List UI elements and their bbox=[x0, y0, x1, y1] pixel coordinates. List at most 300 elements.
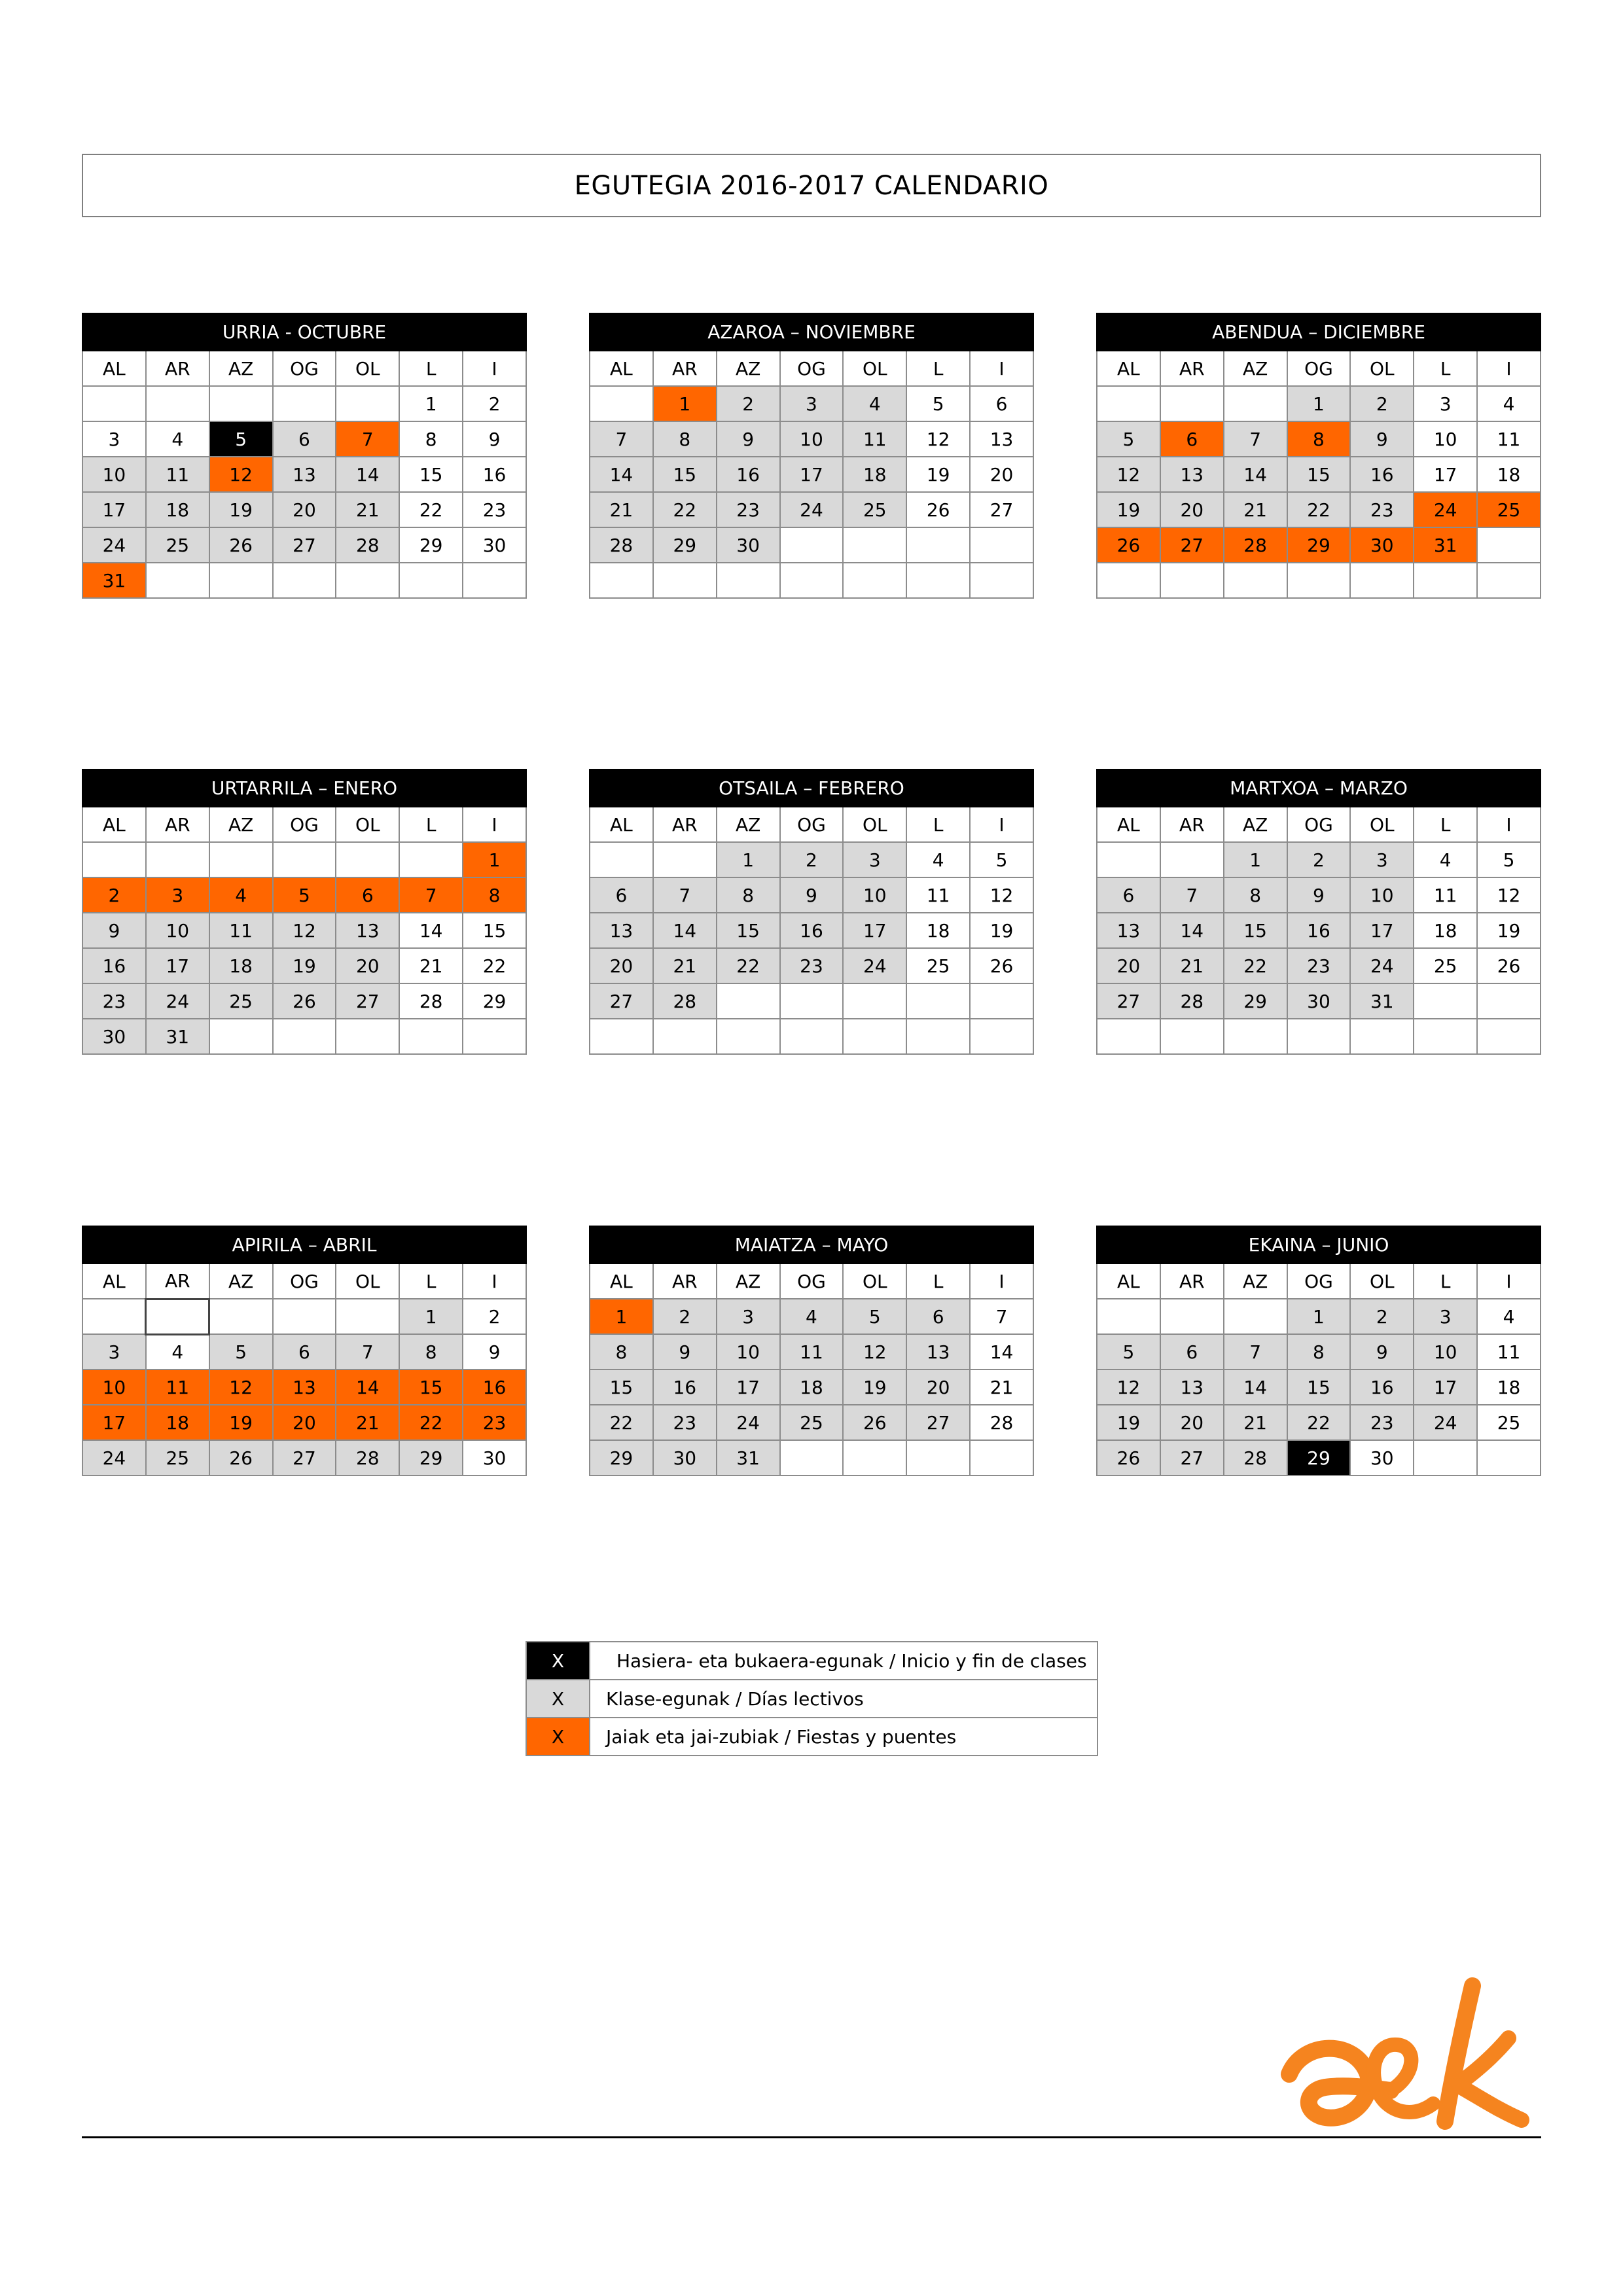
day-cell bbox=[1160, 1019, 1224, 1054]
weekday-header: L bbox=[1414, 1263, 1477, 1299]
day-cell: 24 bbox=[1414, 1405, 1477, 1440]
week-row bbox=[82, 492, 526, 527]
footer-rule bbox=[82, 2136, 1541, 2138]
day-cell: 16 bbox=[1350, 457, 1414, 492]
day-cell: 12 bbox=[209, 457, 273, 492]
day-cell bbox=[273, 1019, 336, 1054]
day-cell: 8 bbox=[399, 421, 463, 457]
day-cell: 7 bbox=[1224, 1334, 1287, 1369]
day-cell bbox=[1224, 1299, 1287, 1334]
day-cell: 5 bbox=[273, 877, 336, 913]
day-cell bbox=[273, 386, 336, 421]
day-cell: 9 bbox=[82, 913, 146, 948]
day-cell: 28 bbox=[336, 527, 399, 563]
day-cell bbox=[590, 386, 653, 421]
day-cell: 13 bbox=[906, 1334, 970, 1369]
week-row bbox=[82, 1369, 526, 1405]
week-row bbox=[1097, 1369, 1541, 1405]
day-cell: 25 bbox=[1477, 492, 1541, 527]
weekday-header: L bbox=[399, 807, 463, 842]
day-cell: 5 bbox=[906, 386, 970, 421]
day-cell: 2 bbox=[463, 386, 526, 421]
day-cell: 15 bbox=[653, 457, 717, 492]
day-cell: 22 bbox=[399, 492, 463, 527]
day-cell: 15 bbox=[399, 1369, 463, 1405]
week-row bbox=[590, 527, 1033, 563]
day-cell: 14 bbox=[970, 1334, 1033, 1369]
weekday-header: AZ bbox=[209, 1263, 273, 1299]
day-cell: 26 bbox=[209, 1440, 273, 1475]
week-row bbox=[590, 913, 1033, 948]
day-cell: 28 bbox=[399, 983, 463, 1019]
day-cell: 28 bbox=[1160, 983, 1224, 1019]
day-cell bbox=[1160, 842, 1224, 877]
week-row bbox=[1097, 1334, 1541, 1369]
day-cell: 3 bbox=[82, 1334, 146, 1369]
day-cell: 15 bbox=[1224, 913, 1287, 948]
day-cell: 6 bbox=[273, 421, 336, 457]
day-cell: 11 bbox=[1477, 1334, 1541, 1369]
day-cell: 14 bbox=[653, 913, 717, 948]
day-cell: 4 bbox=[146, 1334, 209, 1369]
day-cell bbox=[1097, 1019, 1160, 1054]
day-cell: 16 bbox=[1287, 913, 1351, 948]
day-cell: 8 bbox=[1224, 877, 1287, 913]
day-cell: 30 bbox=[1350, 1440, 1414, 1475]
weekday-header: OG bbox=[1287, 1263, 1351, 1299]
day-cell: 5 bbox=[843, 1299, 906, 1334]
day-cell: 8 bbox=[399, 1334, 463, 1369]
day-cell bbox=[653, 563, 717, 598]
week-row bbox=[590, 492, 1033, 527]
day-cell: 1 bbox=[399, 386, 463, 421]
day-cell: 29 bbox=[399, 527, 463, 563]
day-cell bbox=[1224, 386, 1287, 421]
day-cell: 21 bbox=[399, 948, 463, 983]
week-row bbox=[590, 1440, 1033, 1475]
day-cell bbox=[273, 842, 336, 877]
day-cell: 29 bbox=[1224, 983, 1287, 1019]
day-cell: 30 bbox=[1287, 983, 1351, 1019]
day-cell: 16 bbox=[780, 913, 844, 948]
day-cell: 25 bbox=[146, 527, 209, 563]
week-row bbox=[82, 563, 526, 598]
day-cell bbox=[463, 563, 526, 598]
day-cell: 16 bbox=[717, 457, 780, 492]
week-row bbox=[590, 1299, 1033, 1334]
day-cell: 7 bbox=[336, 421, 399, 457]
day-cell: 3 bbox=[1414, 1299, 1477, 1334]
day-cell: 22 bbox=[1287, 492, 1351, 527]
day-cell: 21 bbox=[1160, 948, 1224, 983]
day-cell: 4 bbox=[843, 386, 906, 421]
day-cell bbox=[1160, 1299, 1224, 1334]
day-cell: 15 bbox=[463, 913, 526, 948]
day-cell: 17 bbox=[780, 457, 844, 492]
day-cell bbox=[399, 842, 463, 877]
legend-label: Jaiak eta jai-zubiak / Fiestas y puentes bbox=[590, 1718, 1097, 1756]
day-cell: 14 bbox=[1160, 913, 1224, 948]
day-cell bbox=[336, 842, 399, 877]
day-cell: 10 bbox=[82, 457, 146, 492]
day-cell bbox=[1224, 563, 1287, 598]
weekday-header: OG bbox=[1287, 351, 1351, 386]
day-cell: 19 bbox=[1097, 492, 1160, 527]
day-cell: 17 bbox=[82, 492, 146, 527]
weekday-header: OL bbox=[843, 351, 906, 386]
day-cell bbox=[780, 527, 844, 563]
day-cell: 18 bbox=[1477, 457, 1541, 492]
day-cell: 12 bbox=[209, 1369, 273, 1405]
weekday-header: I bbox=[1477, 807, 1541, 842]
day-cell: 24 bbox=[1414, 492, 1477, 527]
day-cell: 28 bbox=[1224, 527, 1287, 563]
day-cell bbox=[717, 1019, 780, 1054]
day-cell: 7 bbox=[1224, 421, 1287, 457]
day-cell bbox=[590, 1019, 653, 1054]
day-cell bbox=[1097, 1299, 1160, 1334]
month-title: URRIA - OCTUBRE bbox=[82, 313, 526, 351]
day-cell: 1 bbox=[463, 842, 526, 877]
day-cell bbox=[780, 1440, 844, 1475]
week-row bbox=[590, 563, 1033, 598]
day-cell: 12 bbox=[906, 421, 970, 457]
week-row bbox=[590, 457, 1033, 492]
day-cell: 29 bbox=[1287, 527, 1351, 563]
day-cell: 17 bbox=[1414, 457, 1477, 492]
day-cell: 30 bbox=[653, 1440, 717, 1475]
day-cell bbox=[843, 563, 906, 598]
day-cell: 8 bbox=[590, 1334, 653, 1369]
day-cell: 8 bbox=[717, 877, 780, 913]
weekday-header: AR bbox=[653, 807, 717, 842]
week-row bbox=[1097, 563, 1541, 598]
weekday-header: OG bbox=[780, 1263, 844, 1299]
day-cell bbox=[906, 563, 970, 598]
day-cell: 14 bbox=[336, 1369, 399, 1405]
day-cell: 10 bbox=[1350, 877, 1414, 913]
day-cell: 18 bbox=[906, 913, 970, 948]
day-cell: 18 bbox=[843, 457, 906, 492]
weekday-header: OG bbox=[1287, 807, 1351, 842]
legend-swatch: X bbox=[526, 1718, 590, 1756]
day-cell bbox=[1350, 563, 1414, 598]
day-cell: 30 bbox=[463, 527, 526, 563]
day-cell: 20 bbox=[1160, 492, 1224, 527]
weekday-header: AR bbox=[146, 1263, 209, 1299]
weekday-header: AZ bbox=[209, 807, 273, 842]
day-cell bbox=[843, 983, 906, 1019]
week-row bbox=[590, 386, 1033, 421]
day-cell: 7 bbox=[653, 877, 717, 913]
day-cell: 5 bbox=[209, 1334, 273, 1369]
weekday-header: AZ bbox=[209, 351, 273, 386]
day-cell bbox=[82, 842, 146, 877]
day-cell: 27 bbox=[970, 492, 1033, 527]
day-cell: 27 bbox=[336, 983, 399, 1019]
weekday-header: AR bbox=[146, 351, 209, 386]
day-cell bbox=[970, 1019, 1033, 1054]
day-cell: 29 bbox=[653, 527, 717, 563]
day-cell: 11 bbox=[906, 877, 970, 913]
day-cell: 6 bbox=[273, 1334, 336, 1369]
aek-logo bbox=[1276, 1976, 1538, 2133]
day-cell: 15 bbox=[590, 1369, 653, 1405]
weekday-header: AR bbox=[146, 807, 209, 842]
day-cell: 25 bbox=[780, 1405, 844, 1440]
day-cell bbox=[209, 842, 273, 877]
day-cell: 29 bbox=[590, 1440, 653, 1475]
day-cell bbox=[780, 563, 844, 598]
day-cell: 7 bbox=[399, 877, 463, 913]
day-cell: 6 bbox=[336, 877, 399, 913]
day-cell: 13 bbox=[590, 913, 653, 948]
day-cell: 11 bbox=[146, 1369, 209, 1405]
month-table bbox=[1096, 313, 1541, 599]
month-table bbox=[82, 1226, 527, 1476]
day-cell: 4 bbox=[1477, 1299, 1541, 1334]
day-cell bbox=[1097, 563, 1160, 598]
day-cell: 23 bbox=[463, 492, 526, 527]
week-row bbox=[82, 1299, 526, 1334]
legend bbox=[526, 1641, 1098, 1756]
day-cell: 2 bbox=[1350, 386, 1414, 421]
day-cell: 8 bbox=[1287, 1334, 1351, 1369]
day-cell: 5 bbox=[970, 842, 1033, 877]
day-cell bbox=[906, 1019, 970, 1054]
day-cell: 24 bbox=[780, 492, 844, 527]
day-cell: 20 bbox=[336, 948, 399, 983]
day-cell: 31 bbox=[1414, 527, 1477, 563]
day-cell: 28 bbox=[336, 1440, 399, 1475]
week-row bbox=[590, 1019, 1033, 1054]
day-cell: 20 bbox=[1097, 948, 1160, 983]
weekday-header: OG bbox=[273, 351, 336, 386]
day-cell: 25 bbox=[209, 983, 273, 1019]
day-cell bbox=[970, 563, 1033, 598]
weekday-header: I bbox=[463, 807, 526, 842]
day-cell: 18 bbox=[146, 1405, 209, 1440]
day-cell: 27 bbox=[273, 527, 336, 563]
day-cell: 2 bbox=[717, 386, 780, 421]
day-cell: 24 bbox=[146, 983, 209, 1019]
day-cell bbox=[780, 1019, 844, 1054]
weekday-header: OL bbox=[336, 1263, 399, 1299]
day-cell bbox=[273, 563, 336, 598]
day-cell: 26 bbox=[1477, 948, 1541, 983]
weekday-header: AL bbox=[1097, 807, 1160, 842]
day-cell bbox=[336, 1299, 399, 1334]
day-cell: 3 bbox=[146, 877, 209, 913]
day-cell: 20 bbox=[273, 492, 336, 527]
day-cell: 13 bbox=[1097, 913, 1160, 948]
day-cell: 14 bbox=[1224, 1369, 1287, 1405]
weekday-header: AR bbox=[653, 351, 717, 386]
week-row bbox=[1097, 913, 1541, 948]
legend-label: Klase-egunak / Días lectivos bbox=[590, 1680, 1097, 1718]
weekday-header: AR bbox=[1160, 351, 1224, 386]
day-cell bbox=[1097, 842, 1160, 877]
weekday-header: AL bbox=[82, 807, 146, 842]
day-cell: 17 bbox=[1350, 913, 1414, 948]
week-row bbox=[82, 457, 526, 492]
day-cell bbox=[1350, 1019, 1414, 1054]
week-row bbox=[1097, 877, 1541, 913]
day-cell: 25 bbox=[906, 948, 970, 983]
day-cell: 2 bbox=[463, 1299, 526, 1334]
month-title: MAIATZA – MAYO bbox=[590, 1226, 1033, 1263]
day-cell: 27 bbox=[273, 1440, 336, 1475]
day-cell: 13 bbox=[273, 1369, 336, 1405]
weekday-header: AR bbox=[1160, 807, 1224, 842]
day-cell bbox=[146, 563, 209, 598]
week-row bbox=[590, 983, 1033, 1019]
weekday-header: AL bbox=[590, 351, 653, 386]
day-cell: 1 bbox=[653, 386, 717, 421]
day-cell: 19 bbox=[209, 492, 273, 527]
week-row bbox=[590, 421, 1033, 457]
day-cell: 9 bbox=[1350, 1334, 1414, 1369]
day-cell: 8 bbox=[653, 421, 717, 457]
weekday-header: OG bbox=[273, 1263, 336, 1299]
day-cell: 15 bbox=[717, 913, 780, 948]
day-cell: 13 bbox=[1160, 457, 1224, 492]
day-cell: 14 bbox=[590, 457, 653, 492]
day-cell: 17 bbox=[82, 1405, 146, 1440]
day-cell bbox=[1477, 1019, 1541, 1054]
legend-row bbox=[526, 1718, 1097, 1756]
day-cell: 4 bbox=[146, 421, 209, 457]
day-cell: 4 bbox=[209, 877, 273, 913]
day-cell: 1 bbox=[1224, 842, 1287, 877]
day-cell bbox=[1287, 563, 1351, 598]
day-cell: 2 bbox=[1287, 842, 1351, 877]
weekday-header: AL bbox=[82, 351, 146, 386]
day-cell: 22 bbox=[399, 1405, 463, 1440]
week-row bbox=[82, 948, 526, 983]
day-cell: 11 bbox=[146, 457, 209, 492]
day-cell: 4 bbox=[1414, 842, 1477, 877]
day-cell: 23 bbox=[1350, 492, 1414, 527]
weekday-header: L bbox=[906, 807, 970, 842]
day-cell: 19 bbox=[970, 913, 1033, 948]
weekday-header: I bbox=[463, 1263, 526, 1299]
day-cell: 3 bbox=[780, 386, 844, 421]
day-cell: 18 bbox=[146, 492, 209, 527]
weekday-header: L bbox=[399, 351, 463, 386]
day-cell: 30 bbox=[463, 1440, 526, 1475]
day-cell: 31 bbox=[146, 1019, 209, 1054]
day-cell: 25 bbox=[1414, 948, 1477, 983]
day-cell: 20 bbox=[906, 1369, 970, 1405]
day-cell bbox=[1477, 527, 1541, 563]
month-title: OTSAILA – FEBRERO bbox=[590, 769, 1033, 807]
day-cell: 9 bbox=[1287, 877, 1351, 913]
month-title: URTARRILA – ENERO bbox=[82, 769, 526, 807]
day-cell: 5 bbox=[1477, 842, 1541, 877]
day-cell: 26 bbox=[273, 983, 336, 1019]
week-row bbox=[82, 1334, 526, 1369]
day-cell bbox=[463, 1019, 526, 1054]
day-cell: 21 bbox=[653, 948, 717, 983]
day-cell: 11 bbox=[1414, 877, 1477, 913]
week-row bbox=[1097, 386, 1541, 421]
day-cell: 2 bbox=[82, 877, 146, 913]
day-cell: 6 bbox=[590, 877, 653, 913]
weekday-header: OG bbox=[273, 807, 336, 842]
day-cell bbox=[970, 527, 1033, 563]
day-cell: 22 bbox=[1287, 1405, 1351, 1440]
month-table bbox=[589, 769, 1034, 1055]
day-cell: 28 bbox=[970, 1405, 1033, 1440]
day-cell: 17 bbox=[146, 948, 209, 983]
day-cell: 21 bbox=[336, 1405, 399, 1440]
week-row bbox=[590, 1334, 1033, 1369]
day-cell: 16 bbox=[653, 1369, 717, 1405]
day-cell: 10 bbox=[780, 421, 844, 457]
weekday-header: OL bbox=[843, 1263, 906, 1299]
day-cell bbox=[1224, 1019, 1287, 1054]
day-cell: 6 bbox=[906, 1299, 970, 1334]
day-cell: 29 bbox=[399, 1440, 463, 1475]
page-title: EGUTEGIA 2016-2017 CALENDARIO bbox=[82, 154, 1541, 217]
day-cell: 18 bbox=[1414, 913, 1477, 948]
day-cell: 28 bbox=[590, 527, 653, 563]
day-cell: 3 bbox=[1350, 842, 1414, 877]
day-cell: 12 bbox=[843, 1334, 906, 1369]
day-cell: 22 bbox=[590, 1405, 653, 1440]
day-cell: 19 bbox=[906, 457, 970, 492]
day-cell: 7 bbox=[1160, 877, 1224, 913]
day-cell: 6 bbox=[1097, 877, 1160, 913]
day-cell: 4 bbox=[1477, 386, 1541, 421]
day-cell: 20 bbox=[590, 948, 653, 983]
day-cell: 24 bbox=[82, 527, 146, 563]
day-cell bbox=[146, 1299, 209, 1334]
weekday-header: OL bbox=[1350, 807, 1414, 842]
day-cell bbox=[843, 527, 906, 563]
legend-swatch: X bbox=[526, 1680, 590, 1718]
day-cell bbox=[906, 527, 970, 563]
day-cell: 21 bbox=[970, 1369, 1033, 1405]
day-cell: 12 bbox=[1097, 457, 1160, 492]
day-cell: 16 bbox=[82, 948, 146, 983]
weekday-header: AL bbox=[1097, 1263, 1160, 1299]
day-cell: 17 bbox=[843, 913, 906, 948]
month-table bbox=[589, 313, 1034, 599]
day-cell: 28 bbox=[653, 983, 717, 1019]
day-cell: 16 bbox=[463, 457, 526, 492]
day-cell: 14 bbox=[336, 457, 399, 492]
day-cell: 9 bbox=[717, 421, 780, 457]
week-row bbox=[1097, 421, 1541, 457]
day-cell: 9 bbox=[463, 1334, 526, 1369]
month-title: MARTXOA – MARZO bbox=[1097, 769, 1541, 807]
day-cell bbox=[336, 1019, 399, 1054]
week-row bbox=[82, 386, 526, 421]
day-cell: 19 bbox=[209, 1405, 273, 1440]
weekday-header: OL bbox=[1350, 351, 1414, 386]
day-cell: 22 bbox=[717, 948, 780, 983]
day-cell: 13 bbox=[273, 457, 336, 492]
day-cell: 30 bbox=[717, 527, 780, 563]
day-cell: 14 bbox=[1224, 457, 1287, 492]
day-cell: 31 bbox=[82, 563, 146, 598]
weekday-header: AZ bbox=[717, 1263, 780, 1299]
month-table bbox=[82, 313, 527, 599]
day-cell: 10 bbox=[82, 1369, 146, 1405]
day-cell: 11 bbox=[209, 913, 273, 948]
